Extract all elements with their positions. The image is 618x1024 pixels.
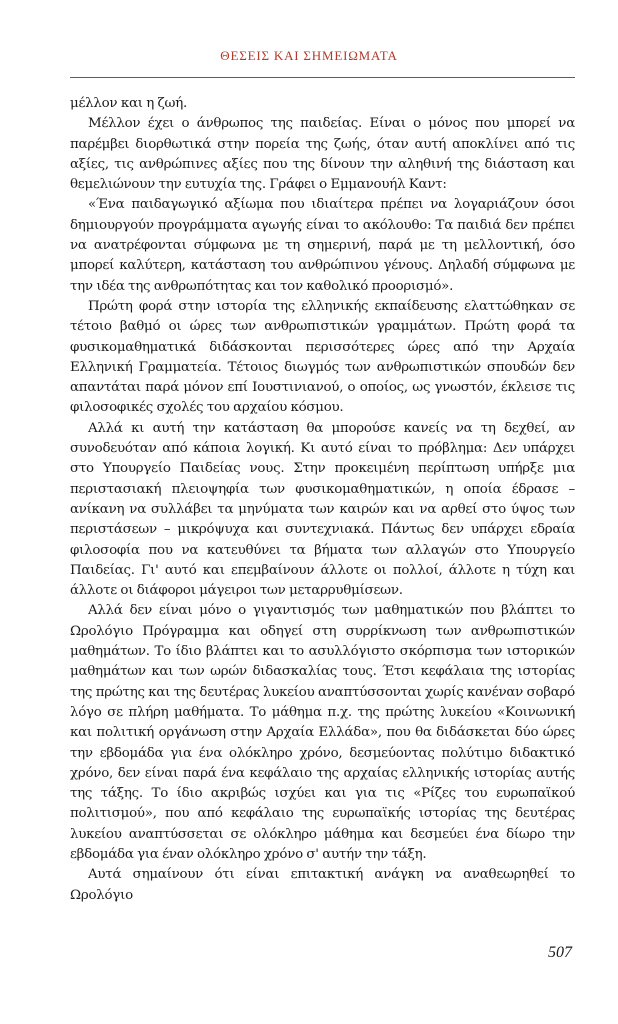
running-title: ΘΕΣΕΙΣ ΚΑΙ ΣΗΜΕΙΩΜΑΤΑ [220, 48, 398, 63]
paragraph-first-time: Πρώτη φορά στην ιστορία της ελληνικής εκπαίδευσης ελαττώθηκαν σε τέτοιο βαθμό οι ώρες των ανθρωπιστικών γραμμάτων. Πρώτη φορά τα φυσικομαθηματικά διδάσκονται περισσότερες ώρες από την Αρχαία Ελληνική Γραμματεία. Τέτοιος διωγμός των ανθρωπιστικών σπουδών δεν απαντάται παρά μόνον επί Ιουστινιανού, ο οποίος, ως γνωστόν, έκλεισε τις φιλοσοφικές σχολές του αρχαίου κόσμου. [70, 298, 575, 416]
paragraph-history-lessons: Αλλά δεν είναι μόνο ο γιγαντισμός των μαθηματικών που βλάπτει το Ωρολόγιο Πρόγραμμα και οδηγεί στη συρρίκνωση των ανθρωπιστικών μαθημάτων. Το ίδιο βλάπτει και το ασυλλόγιστο σκόρπισμα των ιστορικών μαθημάτων και των ωρών διδασκαλίας τους. Έτσι κεφάλαια της ιστορίας της πρώτης και της δευτέρας λυκείου αναπτύσσονται χωρίς κανέναν σοβαρό λόγο σε πλήρη μαθήματα. Το μάθημα π.χ. της πρώτης λυκείου «Κοινωνική και πολιτική οργάνωση στην Αρχαία Ελλάδα», που θα διδάσκεται δύο ώρες την εβδομάδα για ένα ολόκληρο χρόνο, δεσμεύοντας πολύτιμο διδακτικό χρόνο, δεν είναι παρά ένα κεφάλαιο της αρχαίας ελληνικής ιστορίας αυτής της τάξης. Το ίδιο ακριβώς ισχύει και για τις «Ρίζες του ευρωπαϊκού πολιτισμού», που από κεφάλαιο της ευρωπαϊκής ιστορίας της δευτέρας λυκείου αναπτύσσεται σε ολόκληρο μάθημα και δεσμεύει ένα δίωρο την εβδομάδα για έναν ολόκληρο χρόνο σ' αυτήν την τάξη. [70, 603, 575, 862]
paragraph-man-of-education: Μέλλον έχει ο άνθρωπος της παιδείας. Είναι ο μόνος που μπορεί να παρέμβει διορθωτικά στην πορεία της ζωής, όταν αυτή αποκλίνει από τις αξίες, τις ανθρώπινες αξίες που της δίνουν την αληθινή της διάσταση και θεμελιώνουν την ευτυχία της. Γράφει ο Εμμανουήλ Καντ: [70, 116, 575, 193]
header-divider [70, 77, 575, 78]
paragraph-conclusion: Αυτά σημαίνουν ότι είναι επιτακτική ανάγκη να αναθεωρηθεί το Ωρολόγιο [70, 867, 575, 903]
paragraph-kant-quote: «Ένα παιδαγωγικό αξίωμα που ιδιαίτερα πρέπει να λογαριάζουν όσοι δημιουργούν προγράμματα αγωγής είναι το ακόλουθο: Τα παιδιά δεν πρέπει να ανατρέφονται σύμφωνα με τη σημερινή, παρά με τη μελλοντική, όσο μπορεί καλύτερη, κατάσταση του ανθρώπινου γένους. Δηλαδή σύμφωνα με την ιδέα της ανθρωπότητας και τον καθολικό προορισμό». [70, 197, 575, 294]
body-text [70, 94, 575, 906]
page-number: 507 [548, 944, 572, 961]
paragraph-ministry-logic: Αλλά κι αυτή την κατάσταση θα μπορούσε κανείς να τη δεχθεί, αν συνοδευόταν από κάποια λογική. Κι αυτό είναι το πρόβλημα: Δεν υπάρχει στο Υπουργείο Παιδείας νους. Στην προκειμένη περίπτωση υπήρξε μια περιστασιακή πλειοψηφία των φυσικομαθηματικών, η οποία έδρασε – ανίκανη να συλλάβει τα μηνύματα των καιρών και να αρθεί στο ύψος των περιστάσεων – μικρόψυχα και συντεχνιακά. Πάντως δεν υπάρχει εδραία φιλοσοφία που να κατευθύνει τα βήματα των αλλαγών στο Υπουργείο Παιδείας. Γι' αυτό και επεμβαίνουν άλλοτε οι πολλοί, άλλοτε η τύχη και άλλοτε οι διάφοροι μάγειροι των μεταρρυθμίσεων. [70, 420, 575, 599]
paragraph-continuation: μέλλον και η ζωή. [70, 96, 187, 111]
